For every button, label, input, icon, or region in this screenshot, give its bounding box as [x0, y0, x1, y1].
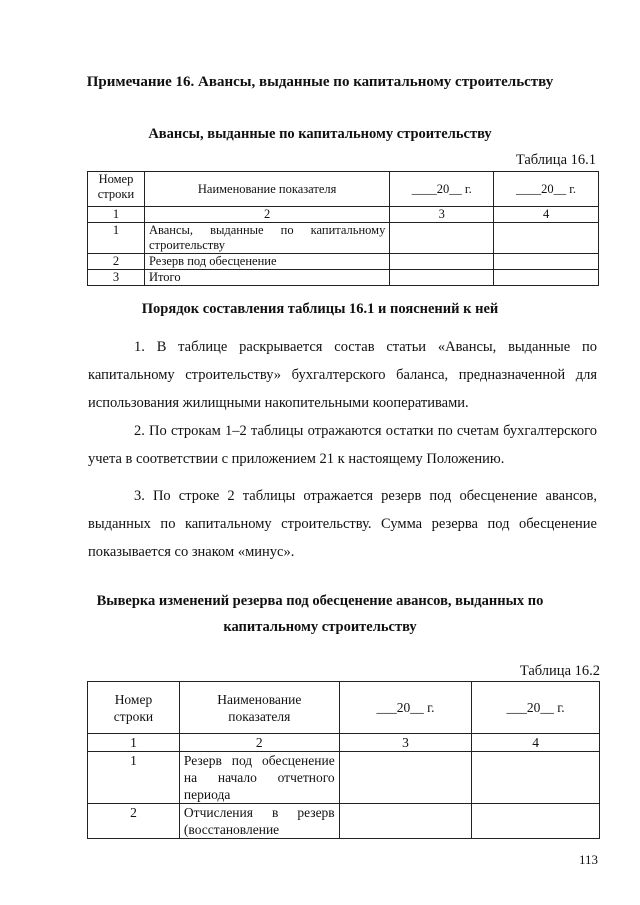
table-row	[88, 270, 599, 286]
row-number: 1	[88, 752, 180, 804]
header-cell: ____20__ г.	[390, 172, 494, 207]
header-cell: ___20__ г.	[339, 682, 472, 734]
header-cell: ___20__ г.	[472, 682, 600, 734]
column-number: 4	[494, 207, 599, 223]
column-number-row	[88, 207, 599, 223]
table-16-1	[87, 171, 599, 286]
value-cell	[339, 804, 472, 839]
procedure-heading: Порядок составления таблицы 16.1 и пояснений к ней	[141, 301, 499, 317]
column-number: 4	[472, 734, 600, 752]
header-cell: Номер строки	[88, 172, 145, 207]
table2-heading-line2: капитальному строительству	[223, 619, 417, 635]
table-row	[88, 254, 599, 270]
value-cell	[390, 223, 494, 254]
paragraph-2: 2. По строкам 1–2 таблицы отражаются остатки по счетам бухгалтерского учета в соответствии с приложением 21 к настоящему Положению.	[88, 423, 597, 467]
row-name: Отчисления в резерв (восстановление	[179, 804, 339, 839]
note-title: Примечание 16. Авансы, выданные по капитальному строительству	[86, 74, 554, 90]
value-cell	[494, 223, 599, 254]
column-number: 3	[390, 207, 494, 223]
table-row	[88, 804, 600, 839]
table-header-row	[88, 682, 600, 734]
value-cell	[472, 804, 600, 839]
value-cell	[339, 752, 472, 804]
table2-label: Таблица 16.2	[519, 663, 600, 679]
row-name: Резерв под обесценение	[144, 254, 389, 270]
row-name: Итого	[144, 270, 389, 286]
table-row	[88, 752, 600, 804]
column-number: 3	[339, 734, 472, 752]
header-cell: Номер строки	[88, 682, 180, 734]
page-number: 113	[578, 852, 598, 867]
value-cell	[494, 254, 599, 270]
row-number: 1	[88, 223, 145, 254]
value-cell	[472, 752, 600, 804]
row-name: Резерв под обесценение на начало отчетного периода	[179, 752, 339, 804]
column-number: 2	[144, 207, 389, 223]
table-16-2	[87, 681, 600, 839]
table1-label: Таблица 16.1	[515, 152, 596, 168]
table-header-row	[88, 172, 599, 207]
value-cell	[390, 254, 494, 270]
column-number: 1	[88, 734, 180, 752]
column-number: 1	[88, 207, 145, 223]
row-number: 2	[88, 804, 180, 839]
column-number: 2	[179, 734, 339, 752]
header-cell: ____20__ г.	[494, 172, 599, 207]
table1-heading: Авансы, выданные по капитальному строительству	[148, 126, 492, 142]
paragraph-1: 1. В таблице раскрывается состав статьи «Авансы, выданные по капитальному строительству» бухгалтерского баланса, предназначенной для использования жилищными накопительными кооперативами.	[88, 339, 597, 411]
header-cell: Наименование показателя	[144, 172, 389, 207]
table-row	[88, 223, 599, 254]
column-number-row	[88, 734, 600, 752]
paragraph-3: 3. По строке 2 таблицы отражается резерв под обесценение авансов, выданных по капитальному строительству. Сумма резерва под обесценение показывается со знаком «минус».	[88, 488, 597, 560]
table2-heading-line1: Выверка изменений резерва под обесценение авансов, выданных по	[96, 593, 544, 609]
value-cell	[494, 270, 599, 286]
row-name: Авансы, выданные по капитальному строительству	[144, 223, 389, 254]
value-cell	[390, 270, 494, 286]
header-cell: Наименование показателя	[179, 682, 339, 734]
row-number: 3	[88, 270, 145, 286]
row-number: 2	[88, 254, 145, 270]
